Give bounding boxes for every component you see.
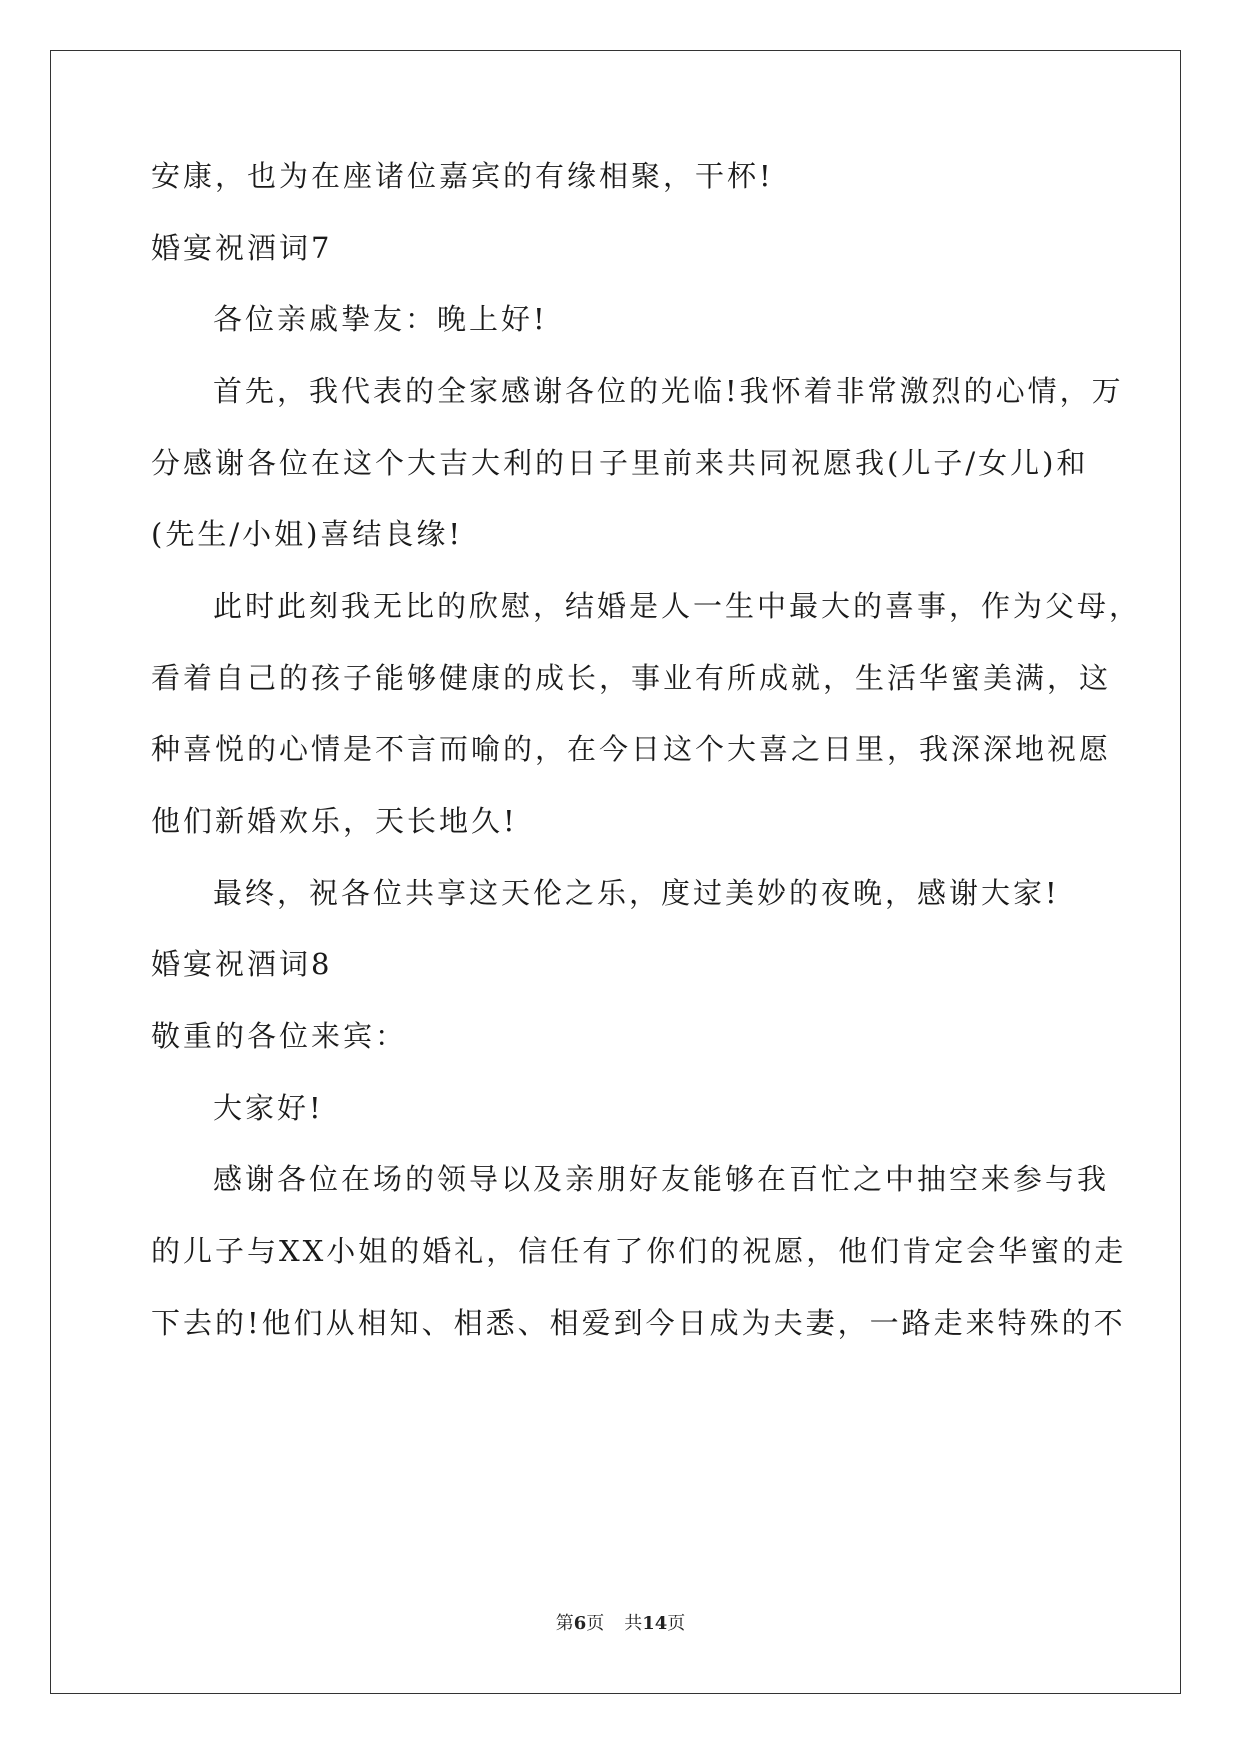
paragraph-line: (先生/小姐)喜结良缘! bbox=[151, 517, 464, 551]
footer-page-suffix: 页 bbox=[586, 1613, 605, 1634]
paragraph-line: 看着自己的孩子能够健康的成长，事业有所成就，生活华蜜美满，这 bbox=[151, 661, 1112, 695]
paragraph-line: 下去的!他们从相知、相悉、相爱到今日成为夫妻，一路走来特殊的不 bbox=[151, 1306, 1126, 1340]
footer-page-prefix: 第 bbox=[555, 1613, 574, 1634]
greeting-line: 大家好! bbox=[213, 1091, 324, 1125]
greeting-line: 各位亲戚挚友：晚上好! bbox=[213, 302, 548, 336]
salutation-line: 敬重的各位来宾： bbox=[151, 1019, 408, 1053]
section-heading-8: 婚宴祝酒词8 bbox=[151, 947, 333, 981]
paragraph-line: 的儿子与XX小姐的婚礼，信任有了你们的祝愿，他们肯定会华蜜的走 bbox=[151, 1234, 1127, 1268]
paragraph-line: 分感谢各位在这个大吉大利的日子里前来共同祝愿我(儿子/女儿)和 bbox=[151, 446, 1089, 480]
page-footer bbox=[0, 1612, 1241, 1636]
paragraph-line: 他们新婚欢乐，天长地久! bbox=[151, 804, 518, 838]
paragraph-line: 安康，也为在座诸位嘉宾的有缘相聚，干杯! bbox=[151, 159, 774, 193]
section-heading-7: 婚宴祝酒词7 bbox=[151, 231, 333, 265]
footer-total-suffix: 页 bbox=[667, 1613, 686, 1634]
paragraph-line: 首先，我代表的全家感谢各位的光临!我怀着非常激烈的心情，万 bbox=[213, 374, 1124, 408]
page-border bbox=[50, 50, 1181, 1694]
paragraph-line: 此时此刻我无比的欣慰，结婚是人一生中最大的喜事，作为父母， bbox=[213, 589, 1142, 623]
paragraph-line: 种喜悦的心情是不言而喻的，在今日这个大喜之日里，我深深地祝愿 bbox=[151, 732, 1112, 766]
footer-total-pages: 14 bbox=[642, 1613, 668, 1634]
footer-page-number: 6 bbox=[573, 1613, 587, 1634]
paragraph-line: 最终，祝各位共享这天伦之乐，度过美妙的夜晚，感谢大家! bbox=[213, 876, 1060, 910]
paragraph-line: 感谢各位在场的领导以及亲朋好友能够在百忙之中抽空来参与我 bbox=[213, 1162, 1110, 1196]
footer-total-prefix: 共 bbox=[624, 1613, 643, 1634]
